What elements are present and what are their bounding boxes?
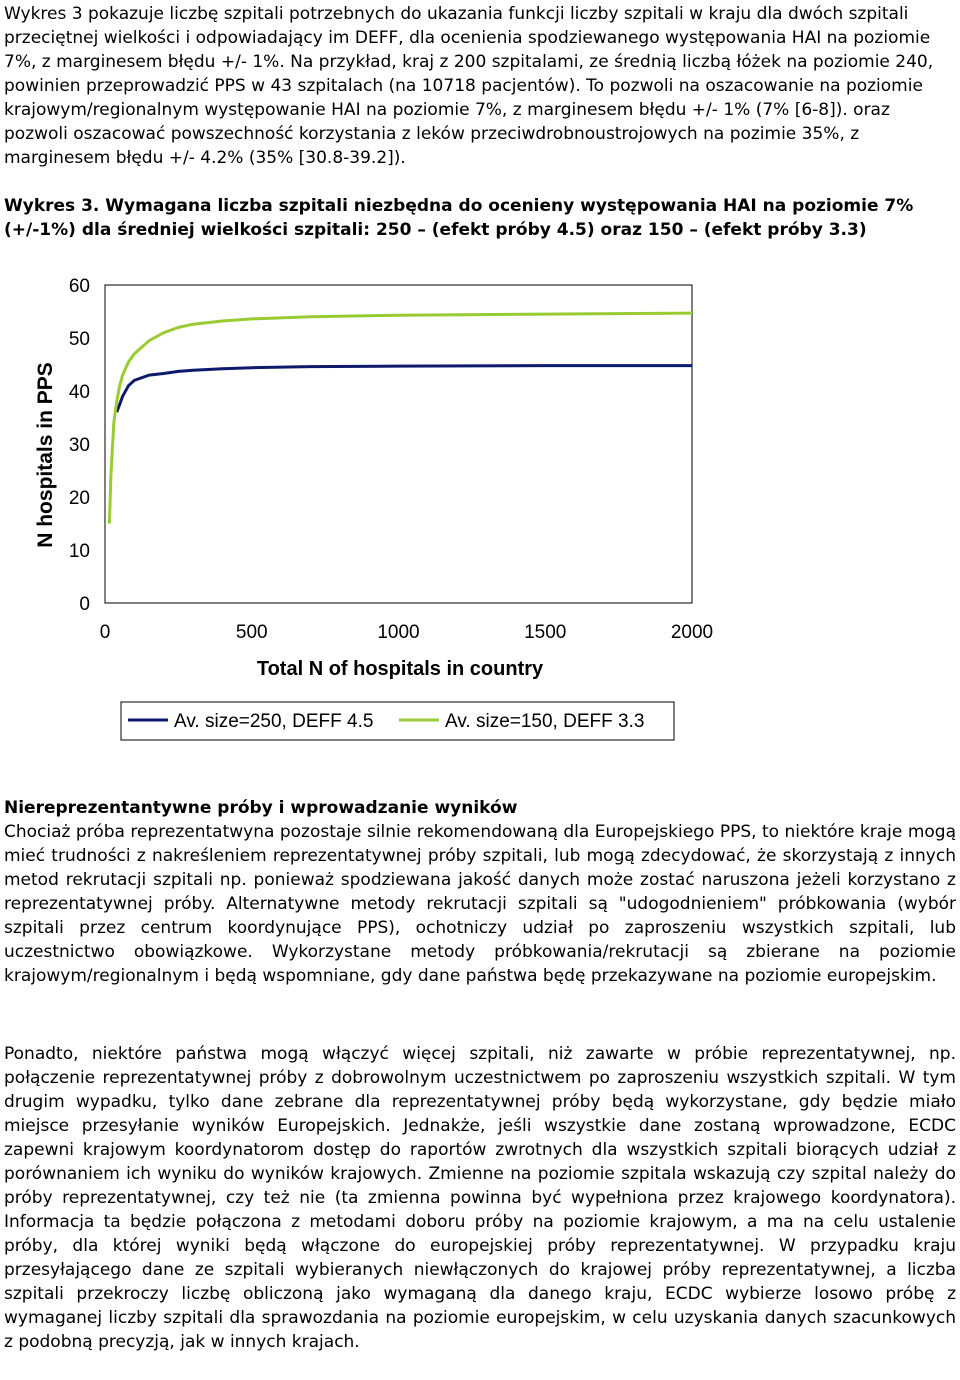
y-tick-label: 50 [68,329,90,350]
y-tick-label: 60 [68,276,90,297]
intro-paragraph: Wykres 3 pokazuje liczbę szpitali potrzebnych do ukazania funkcji liczby szpitali w kraju dla dwóch szpitali przeciętnej wielkości i odpowiadający im DEFF, dla ocenienia spodziewanego występowania HAI na poziomie 7%, z marginesem błędu +/- 1%. Na przykład, kraj z 200 szpitalami, ze średnią liczbą łóżek na poziomie 240, powinien przeprowadzić PPS w 43 szpitalach (na 10718 pacjentów). To pozwoli na oszacowanie na poziomie krajowym/regionalnym występowanie HAI na poziomie 7%, z marginesem błędu +/- 1% (7% [6-8]). oraz pozwoli oszacować powszechność korzystania z leków przeciwdrobnoustrojowych na pozimie 35%, z marginesem błędu +/- 4.2% (35% [30.8-39.2]). [4,4,934,168]
line-chart [0,265,960,755]
y-tick-label: 40 [68,382,90,403]
y-axis-label: N hospitals in PPS [34,362,57,548]
figure-caption: Wykres 3. Wymagana liczba szpitali niezbędna do ocenieny występowania HAI na poziomie 7% (+/-1%) dla średniej wielkości szpitali: 250 – (efekt próby 4.5) oraz 150 – (efekt próby 3.3) [4,196,914,240]
x-tick-label: 1000 [377,622,420,643]
legend [121,702,674,740]
x-axis-label: Total N of hospitals in country [256,658,544,680]
x-tick-label: 1500 [524,622,567,643]
y-tick-label: 30 [68,435,90,456]
x-tick-label: 500 [235,622,268,643]
y-tick-label: 10 [68,541,90,562]
x-tick-label: 0 [99,622,111,643]
legend-label-series-2: Av. size=150, DEFF 3.3 [445,711,645,732]
section-paragraph-1: Chociaż próba reprezentatwyna pozostaje silnie rekomendowaną dla Europejskiego PPS, to niektóre kraje mogą mieć trudności z nakreśleniem reprezentatywnej próby szpitali, lub mogą zdecydować, że skorzystają z innych metod rekrutacji szpitali np. ponieważ spodziewana jakość danych może zostać naruszona jeżeli korzystano z reprezentatywnej próby. Alternatywne metody rekrutacji szpitali są "udogodnieniem" próbkowania (wybór szpitali przez centrum koordynujące PPS), ochotniczy udział po zaproszeniu wszystkich szpitali, lub uczestnictwo obowiązkowe. Wykorzystane metody próbkowania/rekrutacji są zbierane na poziomie krajowym/regionalnym i będą wspomniane, gdy dane państwa będę przekazywane na poziomie europejskim. [4,822,956,986]
y-tick-label: 20 [68,488,90,509]
y-tick-labels [69,276,90,615]
section-paragraph-2: Ponadto, niektóre państwa mogą włączyć więcej szpitali, niż zawarte w próbie reprezentatywnej, np. połączenie reprezentatywnej próby z dobrowolnym uczestnictwem po zaproszeniu wszystkich szpitali. W tym drugim wypadku, tylko dane zebrane dla reprezentatywnej próby będą wykorzystane, gdy będzie miało miejsce przesyłanie wyników Europejskich. Jednakże, jeśli wszystkie dane zostaną wprowadzone, ECDC zapewni krajowym koordynatorom dostęp do raportów zwrotnych dla wszystkich szpitali biorących udział z porównaniem ich wyniku do wyników krajowych. Zmienne na poziomie szpitala wskazują czy szpital należy do próby reprezentatywnej, czy też nie (ta zmienna powinna być wypełniona przez krajowego koordynatora). Informacja ta będzie połączona z metodami doboru próby na poziomie krajowym, a ma na celu ustalenie próby, dla której wyniki będą włączone do europejskiej próby reprezentatywnej. W przypadku kraju przesyłającego dane ze szpitali wybieranych niewłączonych do krajowej próby reprezentatywnej, a liczba szpitali przekroczy liczbę obliczoną jako wymaganą dla danego kraju, ECDC wybierze losowo próbę z wymaganej liczby szpitali dla sprawozdania na poziomie europejskim, w celu uzyskania danych szacunkowych z podobną precyzją, jak w innych krajach. [4,1044,956,1352]
section-title: Niereprezentantywne próby i wprowadzanie wyników [4,798,518,818]
y-tick-label: 0 [79,594,90,615]
x-tick-label: 2000 [670,622,714,643]
plot-area [105,285,692,603]
legend-label-series-1: Av. size=250, DEFF 4.5 [174,711,374,732]
x-tick-labels [100,622,713,643]
